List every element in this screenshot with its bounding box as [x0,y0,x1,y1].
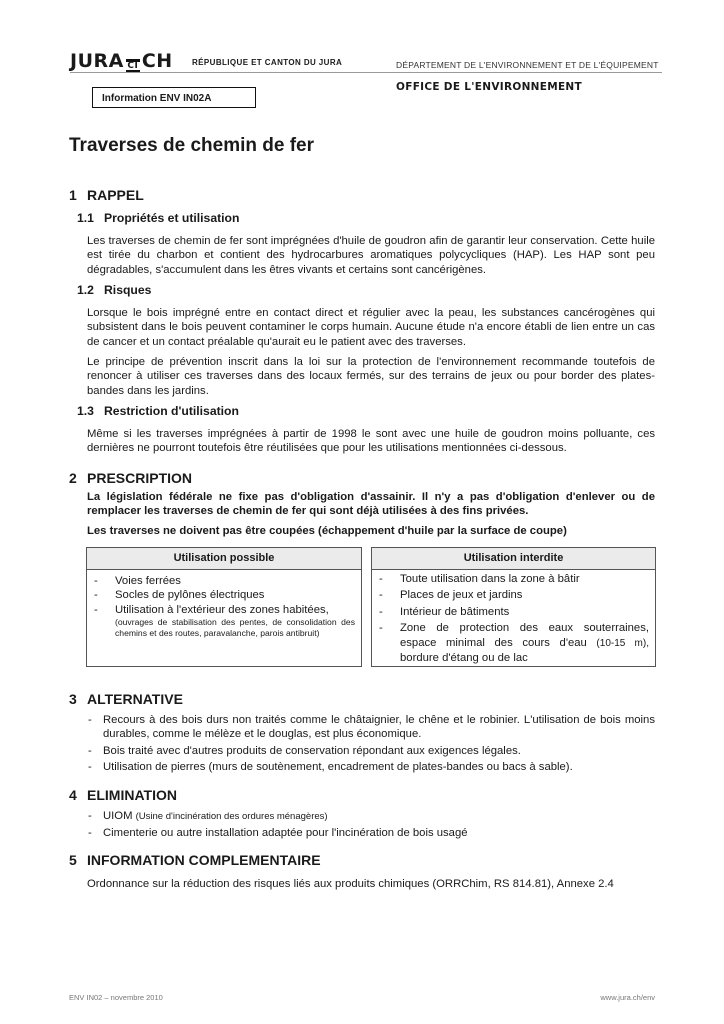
list-item: - Utilisation à l'extérieur des zones habitées, (ouvrages de stabilisation des pentes, de consolidation des chemins et des routes, paravalanche, parois antibruit) [94,603,355,639]
page-title: Traverses de chemin de fer [69,135,315,156]
list-item: - Places de jeux et jardins [379,589,523,602]
possible-use-list [87,570,361,639]
logo-mark-icon: CI [127,61,139,71]
section-1-heading: 1 RAPPEL [69,187,144,203]
forbidden-use-list [372,570,655,665]
subsection-1-3-heading: 1.3 Restriction d'utilisation [77,404,239,418]
list-item: - Toute utilisation dans la zone à bâtir [379,573,580,585]
table-forbidden-header: Utilisation interdite [372,548,655,570]
subsection-1-1-heading: 1.1 Propriétés et utilisation [77,211,240,225]
office-label: OFFICE DE L'ENVIRONNEMENT [396,81,582,93]
section-2-heading: 2 PRESCRIPTION [69,470,193,486]
subsection-1-1-text: Les traverses de chemin de fer sont imprégnées d'huile de goudron afin de garantir leur conservation. Cette huile est tirée du charbon et contient des hydrocarbures aromatiques polycycliques (HAP). Les HAP sont peu dégradables, s'accumulent dans les êtres vivants et certains sont cancérigènes. [87,235,655,276]
list-item: - Bois traité avec d'autres produits de conservation répondant aux exigences légales. [88,744,521,757]
list-item: - UIOM (Usine d'incinération des ordures ménagères) [88,810,328,822]
info-reference-box: Information ENV IN02A [92,87,256,108]
list-item: - Socles de pylônes électriques [94,589,265,602]
table-possible-use [86,547,362,667]
subsection-1-2-text-2: Le principe de prévention inscrit dans la loi sur la protection de l'environnement recommande toutefois de renoncer à utiliser ces traverses dans des locaux fermés, sur des terrains de jeux ou pour border des plates-bandes dans les jardins. [87,356,655,397]
footer-website-link[interactable]: www.jura.ch/env [600,993,655,1002]
header-divider [70,72,662,73]
list-item: - Intérieur de bâtiments [379,605,510,618]
cutting-warning: Les traverses ne doivent pas être coupées (échappement d'huile par la surface de coupe) [87,525,567,537]
logo-text-left: JURA [70,50,124,72]
legal-reference: Ordonnance sur la réduction des risques liés aux produits chimiques (ORRChim, RS 814.81), Annexe 2.4 [87,878,614,890]
table-forbidden-use [371,547,656,667]
logo-text-right: CH [141,50,173,72]
subsection-1-3-text: Même si les traverses imprégnées à partir de 1998 le sont avec une huile de goudron moins polluante, ces dernières ne pourront toutefois être réutilisées que pour les utilisations mentionnées ci-dessous. [87,428,655,455]
possible-use-note: (ouvrages de stabilisation des pentes, de consolidation des chemins et des routes, paravalanche, parois antibruit) [115,617,355,639]
subsection-1-2-heading: 1.2 Risques [77,283,152,297]
republic-label: RÉPUBLIQUE ET CANTON DU JURA [192,58,343,67]
list-item: - Cimenterie ou autre installation adaptée pour l'incinération de bois usagé [88,827,468,840]
section-4-heading: 4 ELIMINATION [69,787,177,803]
list-item: - Recours à des bois durs non traités comme le châtaignier, le chêne et le robinier. L'utilisation de bois moins durables, comme le mélèze et le douglas, est plus économique. [88,714,655,741]
elimination-list [87,809,655,841]
footer-reference: ENV IN02 – novembre 2010 [69,993,163,1002]
jura-logo [70,50,173,73]
section-3-heading: 3 ALTERNATIVE [69,691,183,707]
list-item: - Utilisation de pierres (murs de soutènement, encadrement de plates-bandes ou bacs à sable). [88,761,573,774]
section-5-heading: 5 INFORMATION COMPLEMENTAIRE [69,852,321,868]
department-label: DÉPARTEMENT DE L'ENVIRONNEMENT ET DE L'ÉQUIPEMENT [396,60,659,70]
list-item: - Zone de protection des eaux souterraines, espace minimal des cours d'eau (10-15 m), bordure d'étang ou de lac [379,622,649,665]
table-possible-header: Utilisation possible [87,548,361,570]
list-item: - Voies ferrées [94,575,181,587]
alternative-list [87,713,655,775]
prescription-statement: La législation fédérale ne fixe pas d'obligation d'assainir. Il n'y a pas d'obligation d'enlever ou de remplacer les traverses de chemin de fer qui sont déjà utilisées à des fins privées. [87,491,655,518]
subsection-1-2-text-1: Lorsque le bois imprégné entre en contact direct et régulier avec la peau, les substances cancérogènes qui subsistent dans le bois peuvent contaminer le corps humain. Aucune étude n'a encore établi de lien entre un cas de cancer et un contact préalable qu'aurait eu le patient avec des traverses. [87,307,655,348]
